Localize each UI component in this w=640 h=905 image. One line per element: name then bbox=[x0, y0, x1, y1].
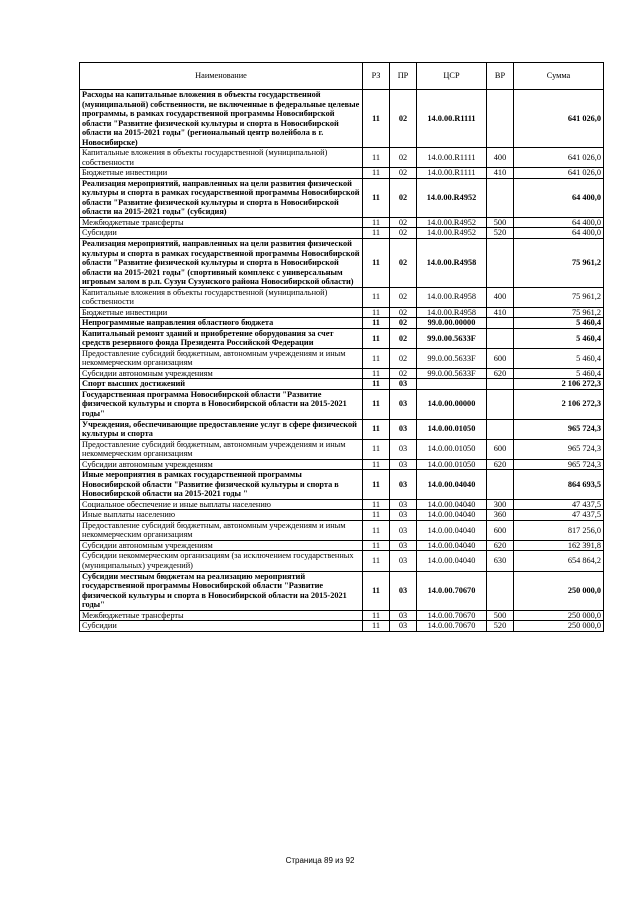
page-number: Страница 89 из 92 bbox=[285, 856, 355, 865]
cell-csr: 14.0.00.70670 bbox=[417, 621, 487, 632]
table-row bbox=[80, 610, 604, 621]
cell-rz: 11 bbox=[363, 520, 390, 540]
cell-csr: 14.0.00.70670 bbox=[417, 571, 487, 610]
cell-csr bbox=[417, 379, 487, 390]
cell-vr: 600 bbox=[487, 439, 514, 459]
cell-sum: 75 961,2 bbox=[514, 307, 604, 318]
cell-rz: 11 bbox=[363, 379, 390, 390]
cell-rz: 11 bbox=[363, 389, 390, 419]
cell-csr: 14.0.00.01050 bbox=[417, 439, 487, 459]
cell-vr: 500 bbox=[487, 217, 514, 228]
cell-name: Субсидии автономным учреждениям bbox=[80, 540, 363, 551]
table-row bbox=[80, 459, 604, 470]
table-row bbox=[80, 328, 604, 348]
cell-pr: 02 bbox=[390, 90, 417, 148]
table-row bbox=[80, 621, 604, 632]
cell-rz: 11 bbox=[363, 621, 390, 632]
table-row bbox=[80, 228, 604, 239]
cell-vr: 410 bbox=[487, 307, 514, 318]
cell-pr: 03 bbox=[390, 470, 417, 500]
cell-csr: 14.0.00.00000 bbox=[417, 389, 487, 419]
cell-sum: 965 724,3 bbox=[514, 439, 604, 459]
cell-csr: 99.0.00.5633F bbox=[417, 368, 487, 379]
table-row bbox=[80, 238, 604, 287]
cell-vr: 620 bbox=[487, 368, 514, 379]
cell-name: Субсидии bbox=[80, 228, 363, 239]
cell-csr: 14.0.00.R1111 bbox=[417, 148, 487, 168]
cell-pr: 02 bbox=[390, 217, 417, 228]
cell-sum: 864 693,5 bbox=[514, 470, 604, 500]
cell-csr: 99.0.00.00000 bbox=[417, 318, 487, 329]
cell-vr: 600 bbox=[487, 520, 514, 540]
table-row bbox=[80, 379, 604, 390]
cell-sum: 250 000,0 bbox=[514, 621, 604, 632]
cell-rz: 11 bbox=[363, 217, 390, 228]
cell-name: Реализация мероприятий, направленных на цели развития физической культуры и спорта в рамках государственной программы Новосибирской области "Развитие физической культуры и спорта в Новосибирской области на 2015-2021 годы" (субсидия) bbox=[80, 178, 363, 217]
cell-rz: 11 bbox=[363, 178, 390, 217]
cell-pr: 02 bbox=[390, 368, 417, 379]
cell-csr: 14.0.00.04040 bbox=[417, 540, 487, 551]
cell-sum: 64 400,0 bbox=[514, 228, 604, 239]
cell-vr: 410 bbox=[487, 168, 514, 179]
cell-vr: 500 bbox=[487, 610, 514, 621]
cell-pr: 02 bbox=[390, 238, 417, 287]
cell-name: Бюджетные инвестиции bbox=[80, 307, 363, 318]
cell-rz: 11 bbox=[363, 348, 390, 368]
table-row bbox=[80, 90, 604, 148]
cell-name: Реализация мероприятий, направленных на цели развития физической культуры и спорта в рамках государственной программы Новосибирской области "Развитие физической культуры и спорта в Новосибирской области на 2015-2021 годы" (спортивный комплекс с универсальным игровым залом в р.п. Сузун Сузунского района Новосибирской области) bbox=[80, 238, 363, 287]
cell-vr bbox=[487, 178, 514, 217]
cell-sum: 75 961,2 bbox=[514, 287, 604, 307]
cell-name: Расходы на капитальные вложения в объекты государственной (муниципальной) собственности, не включенные в федеральные целевые программы, в рамках государственной программы Новосибирской области "Развитие физической культуры и спорта в Новосибирской области на 2015-2021 годы" (региональный центр волейбола в г. Новосибирске) bbox=[80, 90, 363, 148]
cell-pr: 03 bbox=[390, 621, 417, 632]
cell-csr: 14.0.00.R1111 bbox=[417, 90, 487, 148]
table-row bbox=[80, 540, 604, 551]
cell-sum: 641 026,0 bbox=[514, 90, 604, 148]
cell-rz: 11 bbox=[363, 228, 390, 239]
cell-sum: 965 724,3 bbox=[514, 419, 604, 439]
cell-pr: 03 bbox=[390, 499, 417, 510]
cell-csr: 14.0.00.04040 bbox=[417, 510, 487, 521]
cell-sum: 64 400,0 bbox=[514, 178, 604, 217]
cell-name: Учреждения, обеспечивающие предоставление услуг в сфере физической культуры и спорта bbox=[80, 419, 363, 439]
cell-pr: 03 bbox=[390, 510, 417, 521]
cell-sum: 2 106 272,3 bbox=[514, 389, 604, 419]
table-row bbox=[80, 348, 604, 368]
cell-vr bbox=[487, 470, 514, 500]
budget-table bbox=[79, 62, 604, 632]
cell-name: Субсидии местным бюджетам на реализацию мероприятий государственной программы Новосибирской области "Развитие физической культуры и спорта в Новосибирской области на 2015-2021 годы" bbox=[80, 571, 363, 610]
cell-sum: 162 391,8 bbox=[514, 540, 604, 551]
cell-csr: 14.0.00.70670 bbox=[417, 610, 487, 621]
cell-rz: 11 bbox=[363, 287, 390, 307]
cell-vr: 300 bbox=[487, 499, 514, 510]
cell-name: Иные выплаты населению bbox=[80, 510, 363, 521]
table-row bbox=[80, 510, 604, 521]
cell-rz: 11 bbox=[363, 510, 390, 521]
cell-name: Государственная программа Новосибирской области "Развитие физической культуры и спорта в Новосибирской области на 2015-2021 годы" bbox=[80, 389, 363, 419]
cell-sum: 2 106 272,3 bbox=[514, 379, 604, 390]
cell-csr: 14.0.00.04040 bbox=[417, 470, 487, 500]
cell-vr: 520 bbox=[487, 621, 514, 632]
table-row bbox=[80, 470, 604, 500]
header-vr: ВР bbox=[487, 63, 514, 90]
table-body bbox=[80, 90, 604, 632]
cell-pr: 03 bbox=[390, 571, 417, 610]
header-sum: Сумма bbox=[514, 63, 604, 90]
cell-vr: 520 bbox=[487, 228, 514, 239]
cell-rz: 11 bbox=[363, 439, 390, 459]
table-row bbox=[80, 499, 604, 510]
table-row bbox=[80, 307, 604, 318]
cell-pr: 02 bbox=[390, 178, 417, 217]
cell-sum: 965 724,3 bbox=[514, 459, 604, 470]
cell-pr: 02 bbox=[390, 328, 417, 348]
cell-rz: 11 bbox=[363, 148, 390, 168]
cell-name: Предоставление субсидий бюджетным, автономным учреждениям и иным некоммерческим организациям bbox=[80, 520, 363, 540]
cell-vr bbox=[487, 328, 514, 348]
cell-csr: 14.0.00.R4952 bbox=[417, 217, 487, 228]
cell-csr: 14.0.00.R4952 bbox=[417, 228, 487, 239]
table-row bbox=[80, 178, 604, 217]
cell-csr: 14.0.00.01050 bbox=[417, 419, 487, 439]
cell-pr: 03 bbox=[390, 551, 417, 571]
cell-sum: 64 400,0 bbox=[514, 217, 604, 228]
cell-pr: 03 bbox=[390, 389, 417, 419]
cell-vr: 620 bbox=[487, 540, 514, 551]
cell-sum: 47 437,5 bbox=[514, 510, 604, 521]
cell-rz: 11 bbox=[363, 307, 390, 318]
table-row bbox=[80, 318, 604, 329]
cell-rz: 11 bbox=[363, 470, 390, 500]
table-row bbox=[80, 389, 604, 419]
cell-pr: 03 bbox=[390, 520, 417, 540]
cell-sum: 5 460,4 bbox=[514, 368, 604, 379]
cell-pr: 02 bbox=[390, 307, 417, 318]
cell-csr: 99.0.00.5633F bbox=[417, 348, 487, 368]
cell-vr bbox=[487, 318, 514, 329]
cell-sum: 250 000,0 bbox=[514, 571, 604, 610]
cell-rz: 11 bbox=[363, 238, 390, 287]
cell-pr: 02 bbox=[390, 148, 417, 168]
cell-pr: 03 bbox=[390, 379, 417, 390]
cell-rz: 11 bbox=[363, 540, 390, 551]
cell-vr bbox=[487, 238, 514, 287]
cell-vr bbox=[487, 389, 514, 419]
table-row bbox=[80, 168, 604, 179]
cell-name: Предоставление субсидий бюджетным, автономным учреждениям и иным некоммерческим организациям bbox=[80, 348, 363, 368]
cell-vr: 400 bbox=[487, 287, 514, 307]
table-row bbox=[80, 551, 604, 571]
cell-sum: 641 026,0 bbox=[514, 168, 604, 179]
cell-name: Бюджетные инвестиции bbox=[80, 168, 363, 179]
cell-sum: 641 026,0 bbox=[514, 148, 604, 168]
cell-rz: 11 bbox=[363, 571, 390, 610]
cell-sum: 654 864,2 bbox=[514, 551, 604, 571]
cell-vr: 400 bbox=[487, 148, 514, 168]
cell-sum: 5 460,4 bbox=[514, 328, 604, 348]
cell-pr: 02 bbox=[390, 168, 417, 179]
cell-vr bbox=[487, 571, 514, 610]
cell-name: Иные мероприятия в рамках государственной программы Новосибирской области "Развитие физической культуры и спорта в Новосибирской области на 2015-2021 годы " bbox=[80, 470, 363, 500]
cell-sum: 250 000,0 bbox=[514, 610, 604, 621]
cell-vr: 600 bbox=[487, 348, 514, 368]
cell-name: Субсидии автономным учреждениям bbox=[80, 368, 363, 379]
cell-name: Капитальные вложения в объекты государственной (муниципальной) собственности bbox=[80, 148, 363, 168]
cell-pr: 03 bbox=[390, 540, 417, 551]
cell-csr: 14.0.00.04040 bbox=[417, 499, 487, 510]
cell-rz: 11 bbox=[363, 419, 390, 439]
cell-pr: 02 bbox=[390, 228, 417, 239]
table-row bbox=[80, 439, 604, 459]
cell-pr: 02 bbox=[390, 318, 417, 329]
cell-name: Предоставление субсидий бюджетным, автономным учреждениям и иным некоммерческим организациям bbox=[80, 439, 363, 459]
cell-sum: 5 460,4 bbox=[514, 348, 604, 368]
cell-csr: 14.0.00.R4958 bbox=[417, 287, 487, 307]
table-row bbox=[80, 148, 604, 168]
cell-name: Капитальный ремонт зданий и приобретение оборудования за счет средств резервного фонда Президента Российской Федерации bbox=[80, 328, 363, 348]
cell-csr: 14.0.00.01050 bbox=[417, 459, 487, 470]
cell-rz: 11 bbox=[363, 168, 390, 179]
cell-rz: 11 bbox=[363, 499, 390, 510]
cell-csr: 14.0.00.R4958 bbox=[417, 307, 487, 318]
cell-pr: 02 bbox=[390, 287, 417, 307]
cell-name: Непрограммные направления областного бюджета bbox=[80, 318, 363, 329]
header-rz: РЗ bbox=[363, 63, 390, 90]
cell-vr bbox=[487, 419, 514, 439]
cell-vr: 620 bbox=[487, 459, 514, 470]
cell-vr: 630 bbox=[487, 551, 514, 571]
cell-name: Межбюджетные трансферты bbox=[80, 610, 363, 621]
cell-csr: 14.0.00.R1111 bbox=[417, 168, 487, 179]
cell-csr: 99.0.00.5633F bbox=[417, 328, 487, 348]
cell-sum: 5 460,4 bbox=[514, 318, 604, 329]
cell-csr: 14.0.00.R4952 bbox=[417, 178, 487, 217]
table-row bbox=[80, 287, 604, 307]
cell-name: Субсидии автономным учреждениям bbox=[80, 459, 363, 470]
cell-rz: 11 bbox=[363, 459, 390, 470]
header-csr: ЦСР bbox=[417, 63, 487, 90]
cell-rz: 11 bbox=[363, 610, 390, 621]
cell-sum: 47 437,5 bbox=[514, 499, 604, 510]
cell-pr: 03 bbox=[390, 459, 417, 470]
cell-name: Спорт высших достижений bbox=[80, 379, 363, 390]
cell-name: Субсидии некоммерческим организациям (за исключением государственных (муниципальных) учреждений) bbox=[80, 551, 363, 571]
header-pr: ПР bbox=[390, 63, 417, 90]
cell-rz: 11 bbox=[363, 318, 390, 329]
cell-name: Социальное обеспечение и иные выплаты населению bbox=[80, 499, 363, 510]
cell-csr: 14.0.00.04040 bbox=[417, 551, 487, 571]
table-header-row bbox=[80, 63, 604, 90]
cell-pr: 03 bbox=[390, 610, 417, 621]
cell-name: Субсидии bbox=[80, 621, 363, 632]
cell-pr: 03 bbox=[390, 419, 417, 439]
cell-vr bbox=[487, 90, 514, 148]
cell-rz: 11 bbox=[363, 368, 390, 379]
cell-rz: 11 bbox=[363, 90, 390, 148]
cell-vr bbox=[487, 379, 514, 390]
cell-csr: 14.0.00.R4958 bbox=[417, 238, 487, 287]
cell-rz: 11 bbox=[363, 551, 390, 571]
cell-pr: 03 bbox=[390, 439, 417, 459]
cell-sum: 817 256,0 bbox=[514, 520, 604, 540]
cell-vr: 360 bbox=[487, 510, 514, 521]
table-row bbox=[80, 368, 604, 379]
cell-rz: 11 bbox=[363, 328, 390, 348]
cell-name: Капитальные вложения в объекты государственной (муниципальной) собственности bbox=[80, 287, 363, 307]
header-name: Наименование bbox=[80, 63, 363, 90]
cell-name: Межбюджетные трансферты bbox=[80, 217, 363, 228]
cell-sum: 75 961,2 bbox=[514, 238, 604, 287]
table-row bbox=[80, 217, 604, 228]
cell-csr: 14.0.00.04040 bbox=[417, 520, 487, 540]
table-row bbox=[80, 419, 604, 439]
cell-pr: 02 bbox=[390, 348, 417, 368]
table-row bbox=[80, 520, 604, 540]
table-row bbox=[80, 571, 604, 610]
